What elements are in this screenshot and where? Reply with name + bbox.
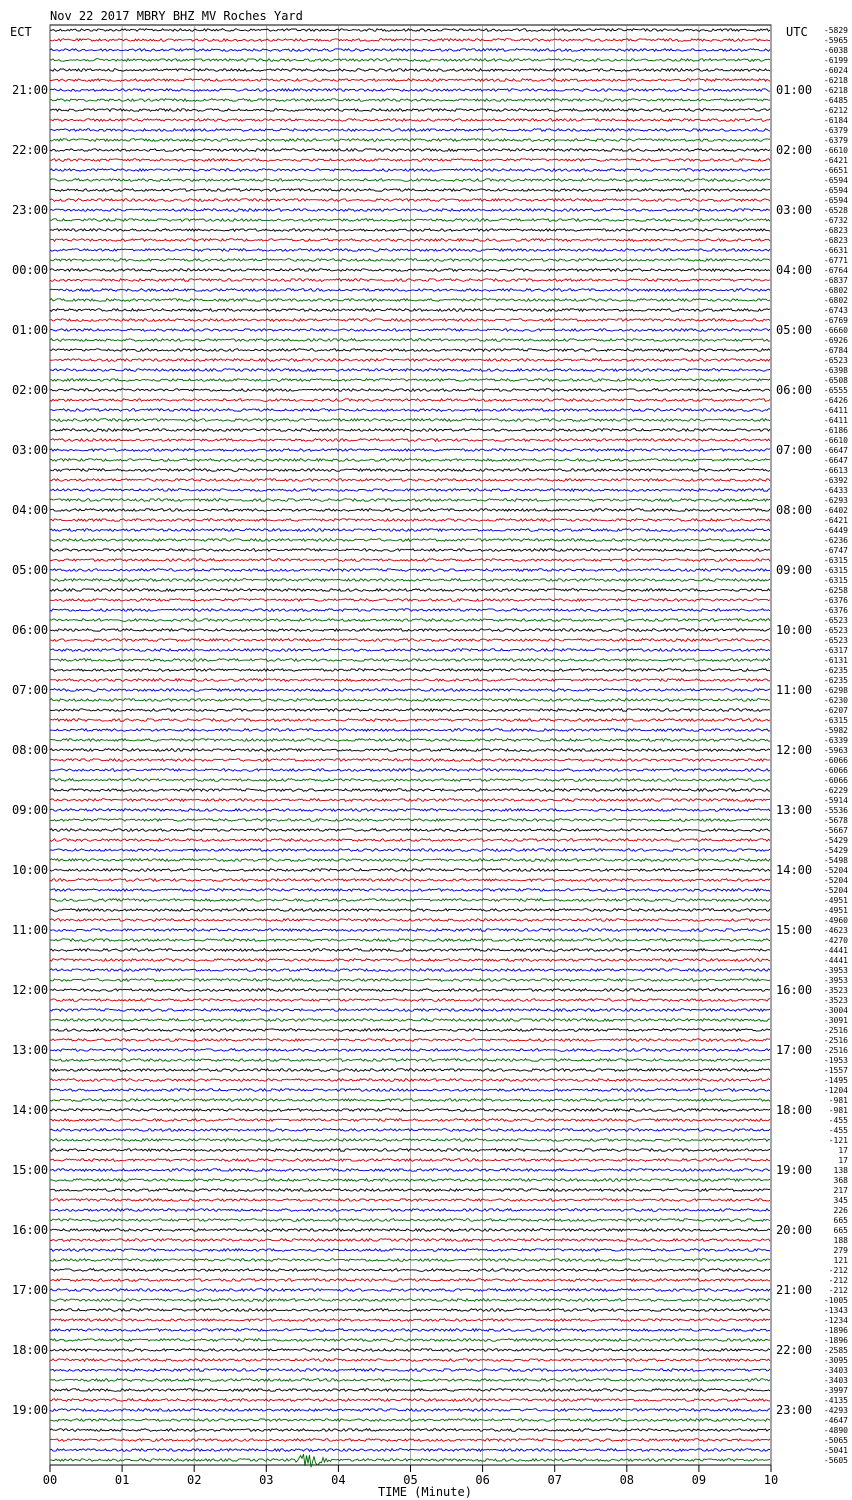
trace-offset-label: -6230 — [823, 696, 848, 705]
trace-offset-label: -1234 — [823, 1316, 848, 1325]
trace-offset-label: -6743 — [823, 306, 848, 315]
trace-offset-label: 665 — [833, 1226, 848, 1235]
trace-offset-label: -6421 — [823, 516, 848, 525]
trace-offset-label: -6823 — [823, 226, 848, 235]
trace-offset-label: -6594 — [823, 196, 848, 205]
trace-offset-label: -6207 — [823, 706, 848, 715]
trace-offset-label: -212 — [828, 1286, 848, 1295]
x-tick-label: 07 — [547, 1473, 562, 1487]
right-time-label: 13:00 — [776, 803, 813, 817]
right-time-label: 21:00 — [776, 1283, 813, 1297]
trace-offset-label: -5041 — [823, 1446, 848, 1455]
trace-offset-label: -6392 — [823, 476, 848, 485]
trace-offset-label: -3004 — [823, 1006, 848, 1015]
trace-offset-label: -6066 — [823, 766, 848, 775]
trace-offset-label: -5204 — [823, 886, 848, 895]
trace-offset-label: -6651 — [823, 166, 848, 175]
trace-offset-label: -6485 — [823, 96, 848, 105]
trace-offset-label: -5982 — [823, 726, 848, 735]
right-time-label: 22:00 — [776, 1343, 813, 1357]
trace-offset-label: -6421 — [823, 156, 848, 165]
trace-offset-label: -2585 — [823, 1346, 848, 1355]
x-tick-label: 05 — [403, 1473, 418, 1487]
x-tick-label: 10 — [763, 1473, 779, 1487]
trace-offset-label: -1495 — [823, 1076, 848, 1085]
trace-offset-label: -5965 — [823, 36, 848, 45]
trace-offset-label: -6379 — [823, 136, 848, 145]
trace-offset-label: -6411 — [823, 416, 848, 425]
trace-offset-label: -6298 — [823, 686, 848, 695]
right-time-label: 16:00 — [776, 983, 813, 997]
trace-offset-label: -5204 — [823, 866, 848, 875]
trace-offset-label: -6315 — [823, 556, 848, 565]
right-time-label: 12:00 — [776, 743, 813, 757]
left-time-label: 03:00 — [12, 443, 49, 457]
trace-offset-label: -6235 — [823, 676, 848, 685]
right-time-label: 11:00 — [776, 683, 813, 697]
trace-offset-label: -6186 — [823, 426, 848, 435]
right-time-label: 02:00 — [776, 143, 813, 157]
trace-offset-label: -6660 — [823, 326, 848, 335]
trace-offset-label: -6184 — [823, 116, 848, 125]
left-time-label: 06:00 — [12, 623, 49, 637]
right-time-label: 14:00 — [776, 863, 813, 877]
trace-offset-label: -3403 — [823, 1366, 848, 1375]
trace-offset-label: -6528 — [823, 206, 848, 215]
trace-offset-label: -6218 — [823, 86, 848, 95]
trace-offset-label: -6732 — [823, 216, 848, 225]
x-tick-label: 08 — [619, 1473, 635, 1487]
trace-offset-label: -212 — [828, 1266, 848, 1275]
trace-offset-label: -212 — [828, 1276, 848, 1285]
left-axis-label: ECT — [10, 25, 32, 39]
trace-offset-label: -5667 — [823, 826, 848, 835]
trace-offset-label: -6771 — [823, 256, 848, 265]
trace-offset-label: -6339 — [823, 736, 848, 745]
left-time-label: 13:00 — [12, 1043, 49, 1057]
trace-offset-label: -6747 — [823, 546, 848, 555]
right-time-label: 23:00 — [776, 1403, 813, 1417]
trace-offset-label: -2516 — [823, 1036, 848, 1045]
chart-title: Nov 22 2017 MBRY BHZ MV Roches Yard — [50, 9, 303, 23]
right-time-label: 18:00 — [776, 1103, 813, 1117]
right-time-label: 01:00 — [776, 83, 813, 97]
left-time-label: 23:00 — [12, 203, 49, 217]
trace-offset-label: -6594 — [823, 186, 848, 195]
trace-offset-label: -6376 — [823, 596, 848, 605]
left-time-label: 22:00 — [12, 143, 49, 157]
trace-offset-label: -6926 — [823, 336, 848, 345]
trace-offset-label: -6315 — [823, 566, 848, 575]
right-time-label: 06:00 — [776, 383, 813, 397]
trace-offset-label: -6293 — [823, 496, 848, 505]
left-time-label: 07:00 — [12, 683, 49, 697]
trace-offset-label: -5429 — [823, 836, 848, 845]
trace-offset-label: -1557 — [823, 1066, 848, 1075]
x-axis-label: TIME (Minute) — [378, 1485, 472, 1499]
trace-offset-label: -6523 — [823, 616, 848, 625]
trace-offset-label: -5605 — [823, 1456, 848, 1465]
trace-offset-label: -6229 — [823, 786, 848, 795]
trace-offset-label: -6376 — [823, 606, 848, 615]
trace-offset-label: -4441 — [823, 946, 848, 955]
trace-offset-label: -1343 — [823, 1306, 848, 1315]
left-time-label: 16:00 — [12, 1223, 49, 1237]
trace-offset-label: -6212 — [823, 106, 848, 115]
trace-offset-label: 188 — [833, 1236, 848, 1245]
trace-offset-label: -1005 — [823, 1296, 848, 1305]
right-time-label: 05:00 — [776, 323, 813, 337]
trace-offset-label: -3953 — [823, 966, 848, 975]
trace-offset-label: -6823 — [823, 236, 848, 245]
trace-offset-label: -4647 — [823, 1416, 848, 1425]
trace-offset-label: 138 — [833, 1166, 848, 1175]
trace-offset-label: -6199 — [823, 56, 848, 65]
left-time-label: 15:00 — [12, 1163, 49, 1177]
left-time-label: 19:00 — [12, 1403, 49, 1417]
trace-offset-label: -6258 — [823, 586, 848, 595]
trace-offset-label: -6317 — [823, 646, 848, 655]
x-tick-label: 03 — [259, 1473, 274, 1487]
left-time-label: 11:00 — [12, 923, 49, 937]
right-time-label: 20:00 — [776, 1223, 813, 1237]
left-time-label: 00:00 — [12, 263, 49, 277]
right-time-label: 07:00 — [776, 443, 813, 457]
x-tick-label: 04 — [331, 1473, 346, 1487]
left-time-label: 14:00 — [12, 1103, 49, 1117]
trace-offset-label: -6523 — [823, 636, 848, 645]
trace-offset-label: 217 — [833, 1186, 848, 1195]
trace-offset-label: -6610 — [823, 436, 848, 445]
trace-offset-label: -6594 — [823, 176, 848, 185]
right-time-label: 10:00 — [776, 623, 813, 637]
trace-offset-label: -1896 — [823, 1326, 848, 1335]
left-time-label: 05:00 — [12, 563, 49, 577]
trace-offset-label: -3095 — [823, 1356, 848, 1365]
trace-offset-label: -6411 — [823, 406, 848, 415]
right-time-label: 08:00 — [776, 503, 813, 517]
trace-offset-label: -4623 — [823, 926, 848, 935]
trace-offset-label: -6449 — [823, 526, 848, 535]
right-time-label: 19:00 — [776, 1163, 813, 1177]
trace-offset-label: -6784 — [823, 346, 848, 355]
right-time-label: 03:00 — [776, 203, 813, 217]
trace-offset-label: -6647 — [823, 456, 848, 465]
trace-offset-label: -4951 — [823, 906, 848, 915]
trace-offset-label: -455 — [828, 1116, 848, 1125]
trace-offset-label: -2516 — [823, 1026, 848, 1035]
x-tick-label: 00 — [42, 1473, 58, 1487]
x-tick-label: 02 — [186, 1473, 202, 1487]
trace-offset-label: 368 — [833, 1176, 848, 1185]
right-time-label: 09:00 — [776, 563, 813, 577]
x-tick-label: 06 — [475, 1473, 490, 1487]
trace-offset-label: -6315 — [823, 716, 848, 725]
trace-offset-label: -6236 — [823, 536, 848, 545]
left-time-label: 02:00 — [12, 383, 49, 397]
trace-offset-label: -6379 — [823, 126, 848, 135]
trace-offset-label: -2516 — [823, 1046, 848, 1055]
trace-offset-label: 665 — [833, 1216, 848, 1225]
trace-offset-label: -6131 — [823, 656, 848, 665]
left-time-label: 09:00 — [12, 803, 49, 817]
trace-offset-label: -6764 — [823, 266, 848, 275]
trace-offset-label: -6066 — [823, 756, 848, 765]
left-time-label: 18:00 — [12, 1343, 49, 1357]
trace-offset-label: -4890 — [823, 1426, 848, 1435]
trace-offset-label: 345 — [833, 1196, 848, 1205]
trace-offset-label: -4441 — [823, 956, 848, 965]
trace-offset-label: -6402 — [823, 506, 848, 515]
trace-offset-label: -6802 — [823, 286, 848, 295]
trace-offset-label: -6555 — [823, 386, 848, 395]
left-time-label: 21:00 — [12, 83, 49, 97]
trace-offset-label: -6433 — [823, 486, 848, 495]
trace-offset-label: -6508 — [823, 376, 848, 385]
trace-offset-label: -4960 — [823, 916, 848, 925]
left-time-label: 01:00 — [12, 323, 49, 337]
trace-offset-label: -5429 — [823, 846, 848, 855]
left-time-label: 08:00 — [12, 743, 49, 757]
trace-offset-label: 17 — [838, 1156, 848, 1165]
right-time-label: 17:00 — [776, 1043, 813, 1057]
trace-offset-label: -4135 — [823, 1396, 848, 1405]
trace-offset-label: -5963 — [823, 746, 848, 755]
trace-offset-label: -5204 — [823, 876, 848, 885]
trace-offset-label: -5536 — [823, 806, 848, 815]
trace-offset-label: -1953 — [823, 1056, 848, 1065]
trace-offset-label: -5914 — [823, 796, 848, 805]
trace-offset-label: -5829 — [823, 26, 848, 35]
trace-offset-label: -4293 — [823, 1406, 848, 1415]
trace-offset-label: -6398 — [823, 366, 848, 375]
trace-offset-label: -6610 — [823, 146, 848, 155]
trace-offset-label: -6024 — [823, 66, 848, 75]
trace-offset-label: -3091 — [823, 1016, 848, 1025]
trace-offset-label: -6426 — [823, 396, 848, 405]
left-time-label: 10:00 — [12, 863, 49, 877]
trace-offset-label: -6315 — [823, 576, 848, 585]
trace-offset-label: 121 — [833, 1256, 848, 1265]
trace-offset-label: -6837 — [823, 276, 848, 285]
trace-offset-label: -6769 — [823, 316, 848, 325]
x-tick-label: 09 — [691, 1473, 707, 1487]
trace-offset-label: -121 — [828, 1136, 848, 1145]
trace-offset-label: -3997 — [823, 1386, 848, 1395]
trace-offset-label: -6523 — [823, 626, 848, 635]
trace-offset-label: -6038 — [823, 46, 848, 55]
trace-offset-label: -6066 — [823, 776, 848, 785]
trace-offset-label: 279 — [833, 1246, 848, 1255]
trace-offset-label: -3403 — [823, 1376, 848, 1385]
trace-offset-label: -6631 — [823, 246, 848, 255]
trace-offset-label: -5065 — [823, 1436, 848, 1445]
right-time-label: 04:00 — [776, 263, 813, 277]
trace-offset-label: -6235 — [823, 666, 848, 675]
trace-offset-label: -5678 — [823, 816, 848, 825]
trace-offset-label: -1204 — [823, 1086, 848, 1095]
trace-offset-label: -981 — [828, 1096, 848, 1105]
trace-offset-label: -981 — [828, 1106, 848, 1115]
trace-offset-label: -4270 — [823, 936, 848, 945]
trace-offset-label: -1896 — [823, 1336, 848, 1345]
trace-offset-label: -6218 — [823, 76, 848, 85]
trace-offset-label: -6523 — [823, 356, 848, 365]
trace-offset-label: -4951 — [823, 896, 848, 905]
left-time-label: 12:00 — [12, 983, 49, 997]
right-axis-label: UTC — [786, 25, 808, 39]
trace-offset-label: -3953 — [823, 976, 848, 985]
x-tick-label: 01 — [114, 1473, 130, 1487]
left-time-label: 17:00 — [12, 1283, 49, 1297]
trace-offset-label: 226 — [833, 1206, 848, 1215]
trace-offset-label: -455 — [828, 1126, 848, 1135]
right-time-label: 15:00 — [776, 923, 813, 937]
trace-offset-label: -6802 — [823, 296, 848, 305]
trace-offset-label: -3523 — [823, 996, 848, 1005]
trace-offset-label: -6647 — [823, 446, 848, 455]
trace-offset-label: -5498 — [823, 856, 848, 865]
trace-offset-label: -3523 — [823, 986, 848, 995]
trace-offset-label: -6613 — [823, 466, 848, 475]
left-time-label: 04:00 — [12, 503, 49, 517]
trace-offset-label: 17 — [838, 1146, 848, 1155]
